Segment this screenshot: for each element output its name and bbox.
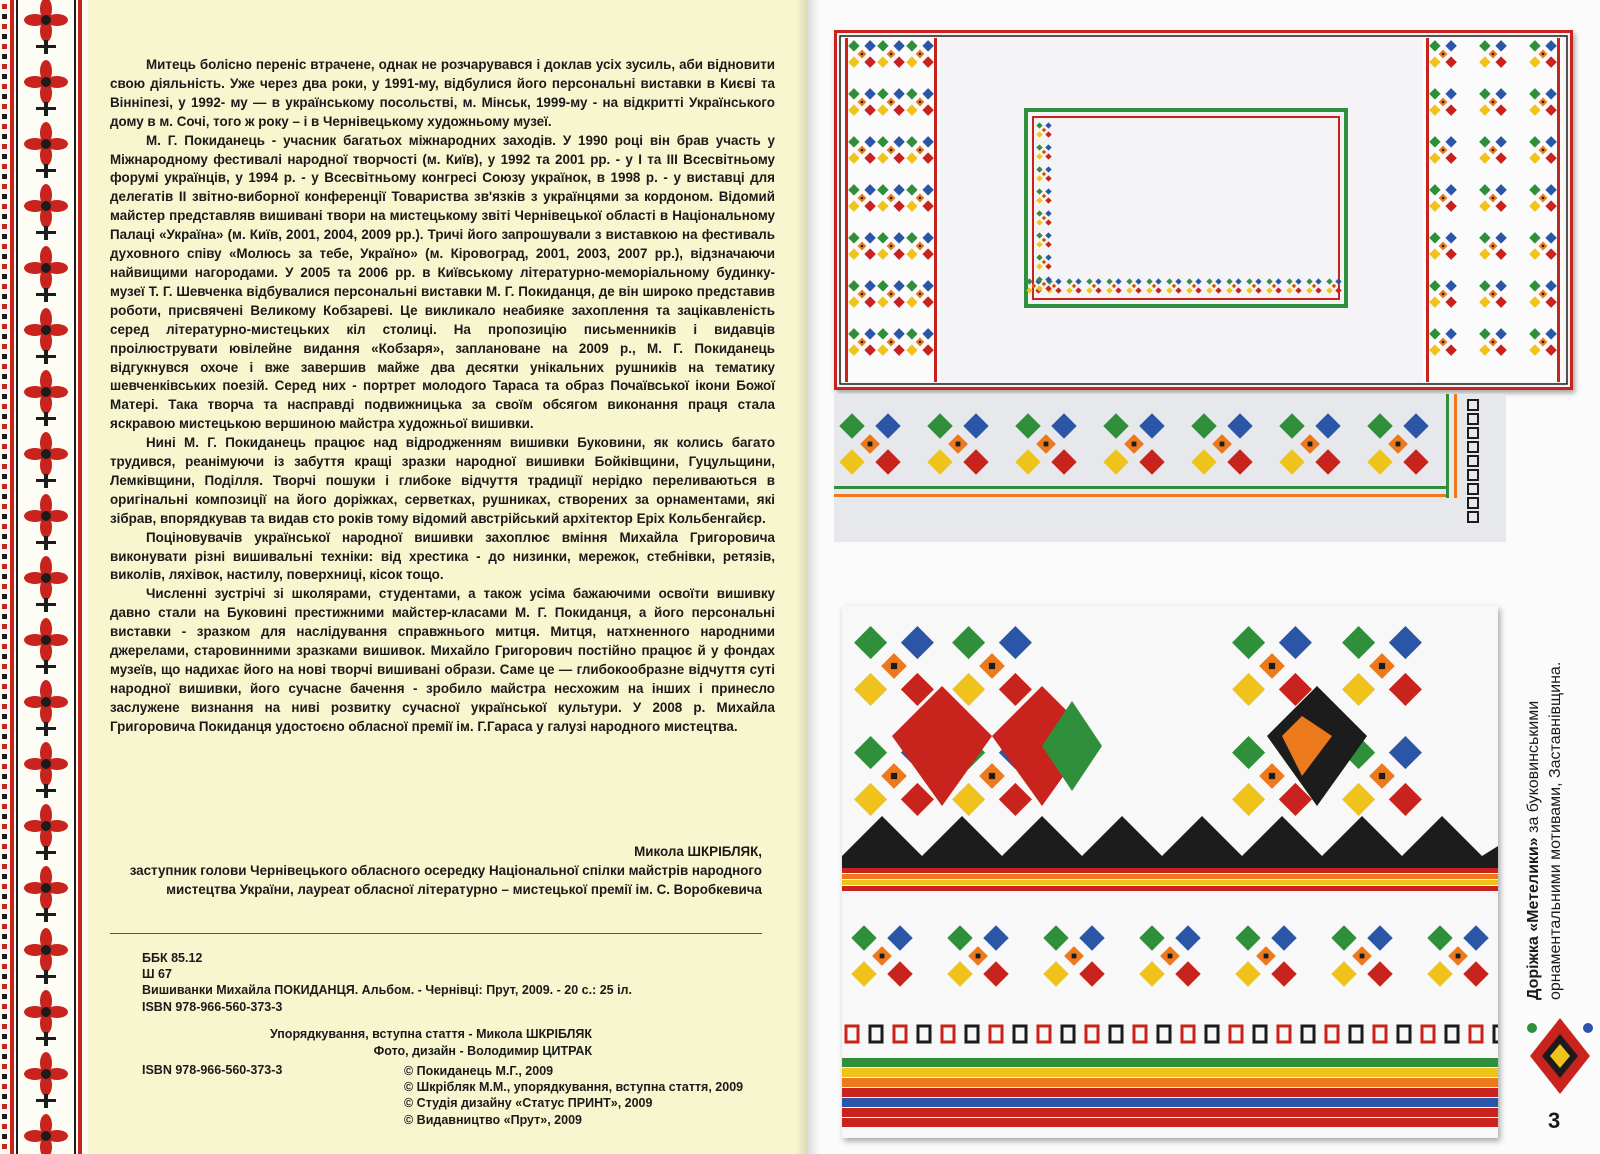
copyright-line: © Шкрібляк М.М., упорядкування, вступна стаття, 2009: [404, 1080, 744, 1095]
book-description: . Альбом. - Чернівці: Прут, 2009. - 20 с.: 25 іл.: [354, 983, 632, 998]
paragraph-3: Нині М. Г. Покиданець працює над відродженням вишивки Буковини, як колись багато трудився, реанімуючи із забуття кращі зразки народної вишивки Бойківщини, Гуцульщини, Лемківщини, Поділля. Творчі пошуки і глибоке відчуття традиції нерідко переливаються в оригінальні композиції на його доріжках, серветках, рушниках, створених за орнаментами, які зібрав, впорядкував та видав сто років тому відомий австрійський архітектор Еріх Кольбенгайєр.: [110, 435, 775, 526]
copyright-list: [404, 1063, 743, 1128]
book-title: Вишиванки Михайла ПОКИДАНЦЯ: [142, 983, 355, 998]
bibliographic-record: [142, 950, 772, 1015]
author-role: заступник голови Чернівецького обласного осередку Національної спілки майстрів народного мистецтва України, лауреат обласної літературно – мистецької премії ім. С. Воробкевича: [129, 862, 762, 897]
caption-title: Доріжка «Метелики»: [1525, 837, 1542, 1000]
copyright-line: © Видавництво «Прут», 2009: [404, 1112, 582, 1127]
caption-description: за буковинськими орнаментальними мотивами, Заставнівщина.: [1525, 661, 1564, 1000]
page-number: 3: [1548, 1108, 1561, 1133]
flower-motif-icon: [1524, 1012, 1596, 1100]
copyright-line: © Студія дизайну «Статус ПРИНТ», 2009: [404, 1096, 653, 1111]
credit-photo: Фото, дизайн - Володимир ЦИТРАК: [373, 1043, 592, 1058]
photo-caption: [1505, 600, 1591, 1000]
author-signature: [110, 843, 762, 900]
credits: [142, 1026, 592, 1059]
bbk-code: ББК 85.12: [142, 951, 203, 965]
paragraph-5: Численні зустрічі зі школярами, студентами, а також усіма бажаючими освоїти вишивку давно стали на Буковині престижними майстер-класами М. Г. Покиданця, а його персональні виставки - зразком для наслідування справжнього митця. Митця, натхненного народними джерелами, старовинними зразками вишивок. Михайло Григорович постійно працює й у фондах музеїв, що надихає його на нові творчі вишивані образи. Саме це — глибокообразне відчуття суті народної вишивки, його сучасне бачення - зробило майстра несхожим на інших і принесло заслужене визнання на ниві розвитку сучасної української культури. У 2008 р. Михайла Григоровича Покиданця удостоєно обласної премії ім. Г.Гараса у галузі народного мистецтва.: [110, 586, 775, 734]
bib-description-line: [142, 982, 772, 998]
article-body: [110, 56, 775, 737]
isbn-top: ISBN 978-966-560-373-3: [142, 999, 283, 1014]
copyright-line: © Покиданець М.Г., 2009: [404, 1064, 554, 1078]
napkin-embroidery-image: [834, 30, 1573, 390]
divider-line: [110, 933, 762, 934]
embroidery-border-pattern: [0, 0, 88, 1154]
book-gutter: [796, 0, 820, 1154]
butterfly-row-image: [834, 394, 1506, 542]
author-mark: Ш 67: [142, 967, 172, 982]
embroidery-border-strip: [0, 0, 88, 1154]
caption-text: [1523, 600, 1567, 1000]
isbn-bottom: ISBN 978-966-560-373-3: [142, 1063, 283, 1077]
credit-compiled: Упорядкування, вступна стаття - Микола ШКРІБЛЯК: [269, 1027, 592, 1041]
paragraph-2: М. Г. Покиданець - учасник багатьох міжнародних заходів. У 1990 році він брав участь у Міжнародному фестивалі народної творчості (м. Київ), у 1992 та 2001 рр. - у І та ІІІ Всесвітньому форумі українців, у 1994 р. - у Всесвітньому конгресі Союзу українок, в 1998 р. - у виставці для делегатів ІІ звітно-виборної конференції Товариства зв'язків з українцями за кордоном. Відомий майстер представляв вишивані твори на мистецькому звіті Чернівецької області в Національному Палаці «Україна» (м. Київ, 2001, 2004, 2009 рр.). Тричі його запрошували з виставкою на фестиваль духовного співу «Молюсь за тебе, Україно» (м. Кіровоград, 2001, 2003, 2007 рр.), відзначаючи найвищими нагородами. У 2005 та 2006 рр. в Київському літературно-меморіальному будинку-музеї Т. Г. Шевченка відбувалися персональні виставки М. Г. Покиданця, де він широко представив роботи, присвячені Великому Кобзареві. Це викликало неабияке захоплення та зацікавленість серед літературно-мистецьких кіл столиці. На пропозицію письменників і видавців проілюструвати ювілейне видання «Кобзаря», заплановане на 2009 р., М. Г. Покиданець відгукнувся охоче і вже завершив майже два десятки унікальних рушників на тематику шевченківських поезій. Серед них - портрет молодого Тараса та образ Почаївської ікони Божої Матері. Така творча та насправді подвижницька за своїм обсягом виконання праця стала яскравою мистецькою вершиною майстра художньої вишивки.: [110, 132, 775, 432]
paragraph-1: Митець болісно переніс втрачене, однак не розчарувався і доклав усіх зусиль, аби відновити свою діяльність. Уже через два роки, у 1991-му, відбулися його персональні виставки в Києві та Вінніпезі, у 1992- му — в українському посольстві, м. Мінськ, 1999-му - на відкритті Українського дому в м. Сочі, того ж року – і в Чернівецькому художньому музеї.: [110, 57, 775, 129]
runner-closeup-image: [842, 606, 1498, 1138]
author-name: Микола ШКРІБЛЯК,: [634, 844, 762, 859]
photo-towel-napkin: [834, 30, 1573, 390]
photo-napkin-detail: [834, 394, 1506, 542]
corner-motif: [1524, 1012, 1596, 1100]
paragraph-4: Поціновувачів української народної вишивки захоплює вміння Михайла Григоровича виконувати різні вишивальні техніки: від хрестика - до низинки, мережок, стебнівки, ретязів, виколів, ляхівок, настилу, поверхниці, кісок тощо.: [110, 529, 775, 583]
photo-runner-closeup: [842, 606, 1498, 1138]
